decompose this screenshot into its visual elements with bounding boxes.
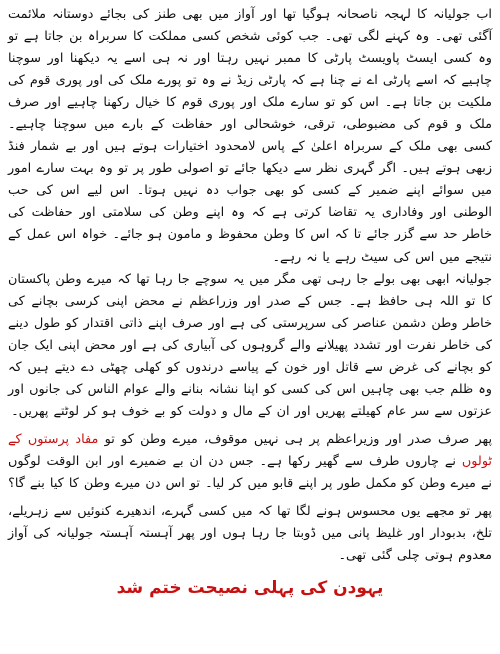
paragraph-3-end: نے چاروں طرف سے گھیر رکھا ہے۔ جس دن ان بے ضمیرے اور ابن الوقت لوگوں نے میرے وطن کو مکمل طور پر اپنے قابو میں کر لیا۔ تو اس دن میرے وطن کا کیا بنے گا؟ [8,453,492,491]
closing-title: یہودن کی پہلی نصیحت ختم شد [116,578,384,599]
paragraph-1: اب جولیانہ کا لہجہ ناصحانہ ہوگیا تھا اور آواز میں بھی طنز کی بجائے دوستانہ ملائمت آگئی تھی۔ وہ کہنے لگی تھی۔ جب کوئی شخص کسی مملکت کا سربراہ بن جاتا ہے تو وہ کسی ایسٹ پاویسٹ پارٹی کا ممبر نہیں رہتا اور نہ ہی اسے یہ دیکھنا اور سوچنا چاہیے کہ اسے پارٹی اے نے چنا ہے کہ پارٹی زیڈ نے وہ تو پورے ملک کی اور پوری قوم کی ملکیت بن جاتا ہے۔ اس کو تو سارے ملک اور پوری قوم کا خیال رکھنا چاہیے اور صرف ملک و قوم کی مضبوطی، ترقی، خوشحالی اور حفاظت کے بارے میں سوچنا چاہیے۔ کسی بھی ملک کے سربراہ اعلیٰ کے پاس لامحدود اختیارات ہوتے ہیں اور بے شمار فنڈ زبھی ہوتے ہیں۔ اگر گہری نظر سے دیکھا جائے تو اصولی طور پر تو وہ بہت سارے امور میں سوائے اپنے ضمیر کے کسی کو بھی جواب دہ نہیں ہوتا۔ اس لیے اس کی حب الوطنی اور وفاداری یہ تقاضا کرتی ہے کہ وہ اپنے وطن کی سلامتی اور حفاظت کی خاطر حد سے گزر جائے تا کہ اس کا وطن محفوظ و مامون ہو جائے۔ خواہ اس عمل کے نتیجے میں اس کی سیٹ رہے یا نہ رہے۔ [8,7,492,265]
paragraph-3 [8,429,492,495]
highlighted-phrase: مفاد پرستوں کے ٹولوں [8,431,492,469]
article-page [8,4,492,650]
paragraph-4: پھر تو مجھے یوں محسوس ہونے لگا تھا کہ میں کسی گہرے، اندھیرے کنوئیں سے زہریلے، تلخ، بدبودار اور غلیظ پانی میں ڈوبتا جا رہا ہوں اور پھر آہستہ آہستہ جولیانہ کی آواز معدوم ہوتی چلی گئی تھی۔ [8,504,492,564]
paragraph-2: جولیانہ ابھی بھی بولے جا رہی تھی مگر میں یہ سوچے جا رہا تھا کہ میرے وطن پاکستان کا تو اللہ ہی حافظ ہے۔ جس کے صدر اور وزراعظم نے محض اپنی کرسی بچانے کی خاطر وطن دشمن عناصر کی سرپرستی کی ہے اور صرف اپنے ذاتی اقتدار کو طول دینے کی خاطر نفرت اور تشدد پھیلانے والے گروہوں کی آبیاری کی ہے اور محض اپنی ایک جان کو بچانے کی غرض سے قاتل اور خون کے پیاسے درندوں کو کھلی چھٹی دے دیتے ہیں کہ وہ ظلم جب بھی چاہیں اس کی کسی کو اپنا نشانہ بنانے والے عوام الناس کی جانوں اور عزتوں سے سر عام کھیلتے پھریں اور ان کے مال و دولت کو بے خوف ہو کر لوٹتے پھریں۔ [8,271,492,419]
paragraph-3-start: پھر صرف صدر اور وزیراعظم پر ہی نہیں موقوف، میرے وطن کو تو [104,431,492,447]
